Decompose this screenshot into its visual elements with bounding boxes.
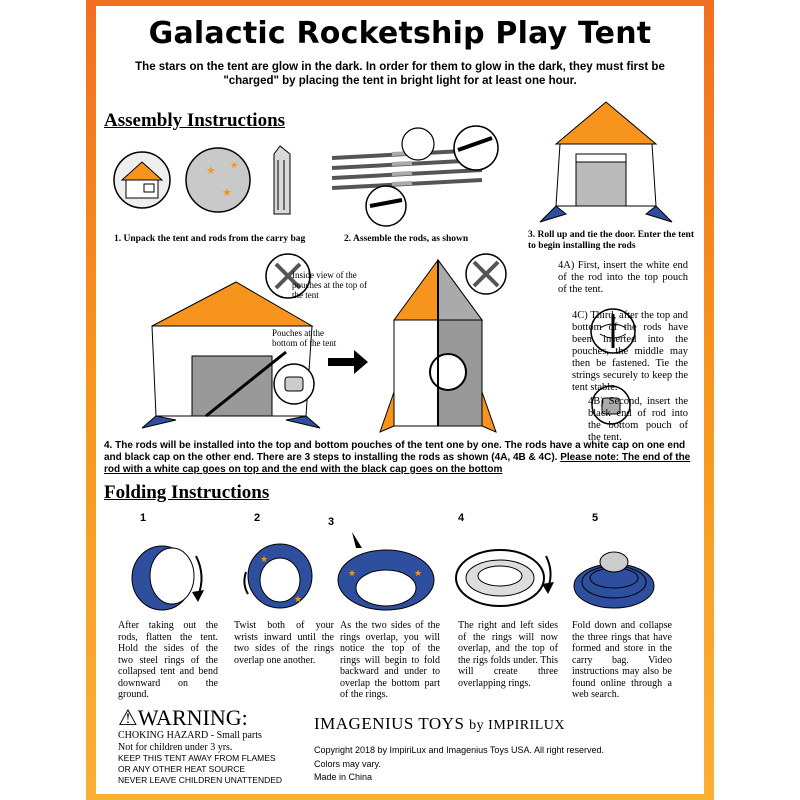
page-title: Galactic Rocketship Play Tent <box>148 16 652 51</box>
step4a-text: 4A) First, insert the white end of the rod into the top pouch of the tent. <box>558 260 688 295</box>
pouches-bottom-label: Pouches at the bottom of the tent <box>272 328 337 348</box>
fold-step2-illustration <box>236 526 326 616</box>
warning-caps-line: OR ANY OTHER HEAT SOURCE <box>118 764 246 774</box>
inside-view-label: Inside view of the pouches at the top of the tent <box>292 270 367 300</box>
fold-step-text: Twist both of your wrists inward until the two sides of the rings overlap one another. <box>234 620 334 666</box>
brand-name: IMAGENIUS TOYS <box>314 714 465 733</box>
rod-white-end-detail <box>464 252 508 296</box>
warning-block <box>118 706 282 786</box>
fold-step1-illustration <box>126 526 216 616</box>
fold-step-text: The right and left sides of the rings will now overlap, and the top of the rigs folds under. This will create three overlapping rings. <box>458 620 558 689</box>
fold-step5-illustration <box>570 526 660 616</box>
warning-triangle-icon: ⚠ <box>118 705 138 730</box>
fold-step-number: 2 <box>254 512 261 524</box>
step4c-text: 4C) Third, after the top and bottom of the rods have been inserted into the pouches, the middle may then be fastened. Tie the strings securely to keep the tent stable. <box>572 310 688 393</box>
copyright-block <box>314 744 604 785</box>
carry-bag <box>274 146 290 214</box>
colors-note: Colors may vary. <box>314 758 381 769</box>
svg-text:★: ★ <box>294 594 303 604</box>
brand-line <box>314 714 565 734</box>
svg-text:★: ★ <box>206 165 216 177</box>
copyright-line: Copyright 2018 by ImpiriLux and Imagenius Toys USA. All right reserved. <box>314 745 604 755</box>
unpack-illustration <box>112 140 302 220</box>
glow-note: The stars on the tent are glow in the dark. In order for them to glow in the dark, they must first be "charged" by placing the tent in bright light for at least one hour. <box>135 61 665 87</box>
folding-heading: Folding Instructions <box>104 482 270 503</box>
bottom-pouch-detail <box>272 362 316 406</box>
fold-step3-illustration <box>328 526 438 616</box>
fold-step-number: 3 <box>328 516 335 528</box>
warning-line: Not for children under 3 yrs. <box>118 741 233 753</box>
svg-text:★: ★ <box>230 160 239 170</box>
svg-text:★: ★ <box>260 554 269 564</box>
fold-step-number: 1 <box>140 512 147 524</box>
origin-note: Made in China <box>314 772 373 782</box>
brand-by: by IMPIRILUX <box>469 718 566 733</box>
step3-caption: 3. Roll up and tie the door. Enter the tent to begin installing the rods <box>528 230 694 251</box>
fold-step-number: 5 <box>592 512 599 524</box>
svg-text:★: ★ <box>222 187 232 199</box>
fold-step4-illustration <box>450 526 560 616</box>
svg-text:★: ★ <box>348 568 357 578</box>
star-ball-circle <box>186 148 250 212</box>
svg-text:★: ★ <box>414 568 423 578</box>
tent-door-illustration <box>526 96 686 226</box>
step4-text: 4. The rods will be installed into the top and bottom pouches of the tent one by one. The rods have a white cap on one end and black cap on the other end. There are 3 steps to installing the rods as shown (4A, 4B & 4C). <box>104 440 686 463</box>
warning-label: WARNING: <box>137 705 248 730</box>
step1-caption: 1. Unpack the tent and rods from the carry bag <box>114 234 306 244</box>
warning-caps-line: NEVER LEAVE CHILDREN UNATTENDED <box>118 775 283 785</box>
fold-step-text: After taking out the rods, flatten the tent. Hold the sides of the two steel rings of the collapsed tent and bend downward on the ground. <box>118 620 218 700</box>
warning-title <box>118 706 282 730</box>
step4-instructions <box>104 440 696 476</box>
warning-line: CHOKING HAZARD - Small parts <box>118 730 262 741</box>
rods-illustration <box>322 124 522 224</box>
fold-step-text: As the two sides of the rings overlap, you will notice the top of the rings will begin to fold backward and under to overlap the bottom part of the rings. <box>340 620 440 700</box>
step4b-text: 4B) Second, insert the black end of rod into the bottom pouch of the tent. <box>588 396 688 443</box>
instruction-sheet <box>96 6 704 794</box>
please-note-text: Please note: The end of the rod with a white cap goes on top and the end with the black cap goes on the bottom <box>104 452 691 475</box>
right-arrow-icon <box>328 350 368 374</box>
step2-caption: 2. Assemble the rods, as shown <box>344 234 469 244</box>
fold-step-number: 4 <box>458 512 465 524</box>
fold-step-text: Fold down and collapse the three rings that have formed and store in the carry bag. Video instructions may also be found online through a web search. <box>572 620 672 700</box>
assembly-heading: Assembly Instructions <box>104 110 286 131</box>
warning-caps-line: KEEP THIS TENT AWAY FROM FLAMES <box>118 753 276 763</box>
